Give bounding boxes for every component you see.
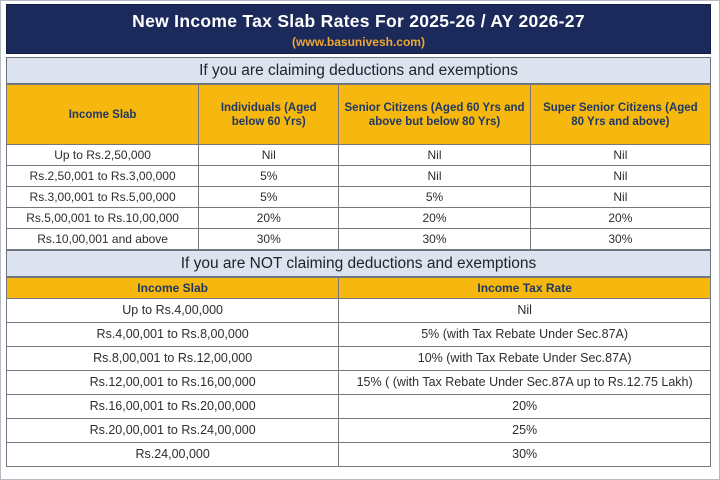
site-url: (www.basunivesh.com) bbox=[292, 35, 425, 49]
tax-table-with-deductions bbox=[6, 84, 711, 250]
income-slab-cell: Up to Rs.4,00,000 bbox=[7, 299, 339, 323]
income-slab-cell: Rs.10,00,001 and above bbox=[7, 229, 199, 250]
table-row bbox=[7, 323, 711, 347]
table-row bbox=[7, 166, 711, 187]
tax-table-without-deductions bbox=[6, 277, 711, 467]
income-slab-cell: Rs.8,00,001 to Rs.12,00,000 bbox=[7, 347, 339, 371]
super-senior-rate-cell: Nil bbox=[530, 145, 710, 166]
col-header-income-slab: Income Slab bbox=[7, 278, 339, 299]
col-header-senior-citizens: Senior Citizens (Aged 60 Yrs and above but below 80 Yrs) bbox=[339, 85, 530, 145]
tax-rate-cell: 15% ( (with Tax Rebate Under Sec.87A up to Rs.12.75 Lakh) bbox=[339, 371, 711, 395]
tax-rate-cell: 25% bbox=[339, 419, 711, 443]
income-slab-cell: Rs.24,00,000 bbox=[7, 443, 339, 467]
table-row bbox=[7, 145, 711, 166]
senior-rate-cell: Nil bbox=[339, 166, 530, 187]
col-header-income-slab: Income Slab bbox=[7, 85, 199, 145]
individuals-rate-cell: 5% bbox=[199, 187, 339, 208]
table-row bbox=[7, 419, 711, 443]
super-senior-rate-cell: Nil bbox=[530, 187, 710, 208]
super-senior-rate-cell: 30% bbox=[530, 229, 710, 250]
super-senior-rate-cell: Nil bbox=[530, 166, 710, 187]
table-row bbox=[7, 208, 711, 229]
table1-header-row bbox=[7, 85, 711, 145]
tax-rate-cell: 30% bbox=[339, 443, 711, 467]
income-slab-cell: Rs.16,00,001 to Rs.20,00,000 bbox=[7, 395, 339, 419]
senior-rate-cell: 30% bbox=[339, 229, 530, 250]
table2-header-row bbox=[7, 278, 711, 299]
income-slab-cell: Up to Rs.2,50,000 bbox=[7, 145, 199, 166]
income-slab-cell: Rs.4,00,001 to Rs.8,00,000 bbox=[7, 323, 339, 347]
page-title: New Income Tax Slab Rates For 2025-26 / AY 2026-27 bbox=[132, 11, 585, 31]
table-row bbox=[7, 229, 711, 250]
table-row bbox=[7, 371, 711, 395]
individuals-rate-cell: 30% bbox=[199, 229, 339, 250]
senior-rate-cell: 20% bbox=[339, 208, 530, 229]
tax-rate-cell: 5% (with Tax Rebate Under Sec.87A) bbox=[339, 323, 711, 347]
super-senior-rate-cell: 20% bbox=[530, 208, 710, 229]
section1-band: If you are claiming deductions and exemptions bbox=[6, 57, 711, 84]
table-row bbox=[7, 187, 711, 208]
section2-band: If you are NOT claiming deductions and exemptions bbox=[6, 250, 711, 277]
income-slab-cell: Rs.5,00,001 to Rs.10,00,000 bbox=[7, 208, 199, 229]
col-header-super-senior-citizens: Super Senior Citizens (Aged 80 Yrs and above) bbox=[530, 85, 710, 145]
individuals-rate-cell: 5% bbox=[199, 166, 339, 187]
income-slab-cell: Rs.3,00,001 to Rs.5,00,000 bbox=[7, 187, 199, 208]
col-header-individuals: Individuals (Aged below 60 Yrs) bbox=[199, 85, 339, 145]
table-row bbox=[7, 347, 711, 371]
senior-rate-cell: Nil bbox=[339, 145, 530, 166]
income-slab-cell: Rs.2,50,001 to Rs.3,00,000 bbox=[7, 166, 199, 187]
income-slab-cell: Rs.12,00,001 to Rs.16,00,000 bbox=[7, 371, 339, 395]
individuals-rate-cell: 20% bbox=[199, 208, 339, 229]
individuals-rate-cell: Nil bbox=[199, 145, 339, 166]
tax-rate-cell: 10% (with Tax Rebate Under Sec.87A) bbox=[339, 347, 711, 371]
income-slab-cell: Rs.20,00,001 to Rs.24,00,000 bbox=[7, 419, 339, 443]
tax-rate-cell: 20% bbox=[339, 395, 711, 419]
tax-rate-cell: Nil bbox=[339, 299, 711, 323]
title-block bbox=[6, 4, 711, 54]
table-row bbox=[7, 299, 711, 323]
senior-rate-cell: 5% bbox=[339, 187, 530, 208]
table-row bbox=[7, 443, 711, 467]
table-row bbox=[7, 395, 711, 419]
col-header-income-tax-rate: Income Tax Rate bbox=[339, 278, 711, 299]
